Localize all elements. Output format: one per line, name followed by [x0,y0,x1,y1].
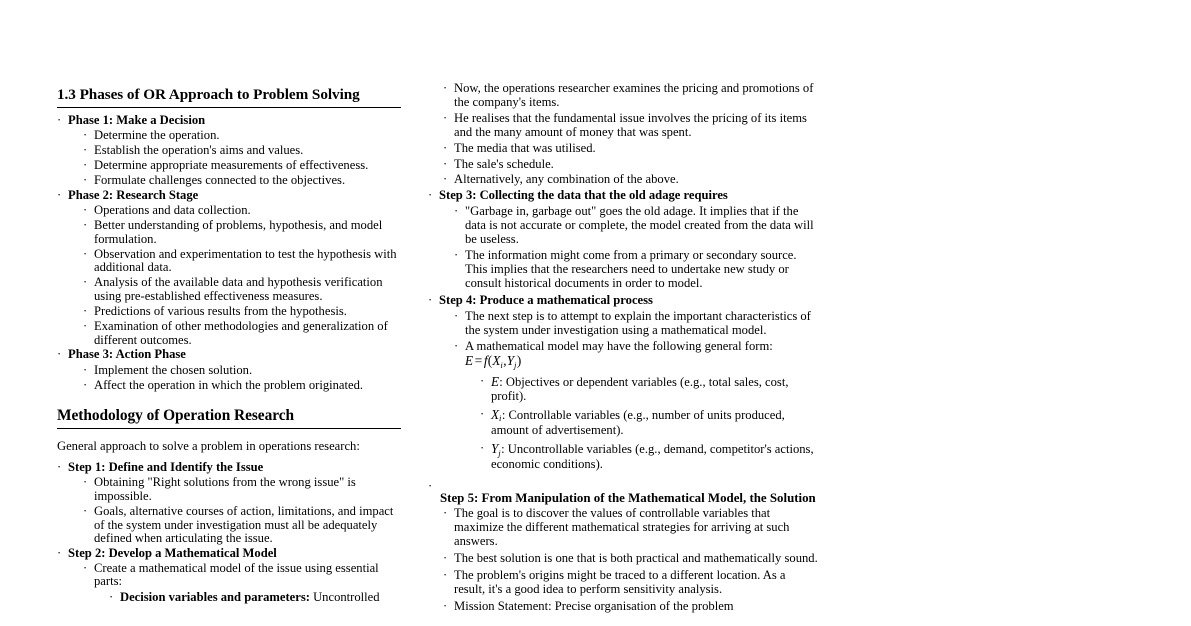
list-item-text: Operations and data collection. [94,203,251,217]
bullet-icon: · [83,203,88,217]
list-item [83,174,402,188]
definition-text: : Controllable variables (e.g., number of units produced, amount of advertisement). [491,408,785,437]
model-formula [465,353,521,368]
bullet-icon: · [443,110,448,125]
step-2-subsublist [94,591,402,605]
list-item-text: Obtaining "Right solutions from the wrong issue" is impossible. [94,475,356,503]
list-item-text: The information might come from a primary or secondary source. This implies that the researchers need to undertake new study or consult historical documents in order to model. [465,247,797,290]
bullet-icon: · [83,362,88,377]
bullet-icon: · [57,460,62,475]
list-item-text: Mission Statement: Precise organisation of the problem [454,598,734,613]
section-heading-methodology: Methodology of Operation Research [57,407,401,429]
symbol-y-sub: j [498,447,501,458]
step-2-sublist [68,562,402,605]
formula-func: f [483,353,488,369]
phases-list [57,114,402,392]
phase-1-label: Phase 1: Make a Decision [68,112,206,127]
list-item-step-5-orphan-bullet [428,479,818,494]
list-item-text: Goals, alternative courses of action, limitations, and impact of the system under investigation must all be adequately defined when articulating the issue. [94,503,394,546]
list-item [83,144,402,158]
formula-arg1: X [492,353,501,369]
list-item-text: Predictions of various results from the hypothesis. [94,304,347,319]
definition-text: : Uncontrollable variables (e.g., demand, competitor's actions, economic conditions). [491,442,814,472]
list-item [454,205,818,247]
bullet-icon: · [83,377,88,392]
left-column [57,86,402,605]
list-item-phase-2 [57,189,402,348]
step-4-label: Step 4: Produce a mathematical process [439,292,653,307]
section-heading-phases: 1.3 Phases of OR Approach to Problem Solving [57,86,401,108]
formula-operator: = [474,353,483,369]
list-item [454,249,818,291]
formula-arg2: Y [506,353,515,369]
bullet-icon: · [83,158,88,173]
list-item [83,159,402,173]
bullet-icon: · [443,140,448,155]
methodology-intro: General approach to solve a problem in operations research: [57,439,360,454]
symbol-y-base: Y [491,441,499,457]
list-item [443,82,818,110]
bullet-icon: · [109,589,114,604]
list-item-text: He realises that the fundamental issue involves the pricing of its items and the many amount of money that was spent. [454,110,807,139]
formula-definitions-list [465,375,818,472]
step-2-label: Step 2: Develop a Mathematical Model [68,545,277,560]
list-item-text: Determine appropriate measurements of effectiveness. [94,158,369,173]
bullet-icon: · [443,567,448,582]
list-item-text: Alternatively, any combination of the above. [454,172,679,187]
phase-2-label: Phase 2: Research Stage [68,187,199,202]
formula-open-paren: ( [487,353,493,369]
list-item-text: Better understanding of problems, hypothesis, and model formulation. [94,218,383,246]
step-3-label: Step 3: Collecting the data that the old adage requires [439,188,728,203]
bullet-icon: · [443,506,448,521]
list-item-definition-x [480,408,818,438]
list-item-text: Implement the chosen solution. [94,362,253,377]
definition-text: : Objectives or dependent variables (e.g., total sales, cost, profit). [491,374,789,403]
list-item-phase-1 [57,114,402,188]
phase-1-sublist [68,129,402,188]
bullet-icon: · [83,173,88,188]
list-item-text: The media that was utilised. [454,140,596,155]
list-item [443,600,818,614]
symbol-e: E [491,373,500,389]
phase-2-sublist [68,204,402,347]
bullet-icon: · [454,308,459,323]
bullet-icon: · [83,275,88,290]
list-item [83,248,402,275]
bullet-icon: · [454,247,459,262]
list-item-text: The problem's origins might be traced to a different location. As a result, it's a good idea to perform sensitivity analysis. [454,567,786,596]
bullet-icon: · [83,218,88,233]
list-item-step-1 [57,461,402,546]
list-item [443,569,818,597]
bullet-icon: · [443,598,448,613]
list-item [443,112,818,140]
decision-variables-text: Uncontrolled [309,589,380,604]
bullet-icon: · [83,128,88,143]
methodology-steps-list [57,461,402,604]
formula-comma: , [503,353,507,369]
symbol-x-sub: i [498,413,502,424]
list-item-phase-3 [57,348,402,392]
list-item-definition-y [480,442,818,472]
list-item [83,379,402,393]
bullet-icon: · [454,339,459,354]
phase-3-sublist [68,364,402,393]
list-item-text: Now, the operations researcher examines the pricing and promotions of the company's items. [454,81,814,109]
lead-items-list [428,82,818,187]
list-item-text: The best solution is one that is both practical and mathematically sound. [454,550,818,565]
bullet-icon: · [454,204,459,219]
list-item [83,276,402,303]
list-item-text: Formulate challenges connected to the objectives. [94,173,346,188]
step-1-sublist [68,476,402,545]
list-item-text: The goal is to discover the values of controllable variables that maximize the different mathematical strategies for arriving at such answers. [454,506,790,548]
list-item-text: Affect the operation in which the problem originated. [94,377,364,392]
bullet-icon: · [57,187,62,202]
formula-lhs: E [465,353,474,369]
bullet-icon: · [57,347,62,362]
right-lead-wrapper [428,82,818,187]
bullet-icon: · [480,373,485,388]
list-item-text: Establish the operation's aims and values. [94,143,304,158]
bullet-icon: · [83,560,88,575]
bullet-icon: · [83,475,88,490]
list-item-text: Create a mathematical model of the issue using essential parts: [94,560,379,589]
symbol-x [491,407,502,422]
bullet-icon: · [443,172,448,187]
bullet-icon: · [443,156,448,171]
list-item-step-2 [57,547,402,605]
bullet-icon: · [83,246,88,261]
right-column [428,80,818,614]
list-item-text: The next step is to attempt to explain the important characteristics of the system under investigation using a mathematical model. [465,308,811,337]
list-item-text: The sale's schedule. [454,156,554,171]
list-item [83,129,402,143]
list-item [109,591,402,605]
list-item [83,204,402,218]
symbol-y [491,441,501,456]
list-item-text: Examination of other methodologies and generalization of different outcomes. [94,319,388,347]
list-item-text: A mathematical model may have the following general form: [465,339,773,354]
list-item-step-4 [428,294,818,472]
list-item-formula [454,340,818,472]
step-4-sublist [439,310,818,473]
list-item [454,310,818,338]
bullet-icon: · [83,319,88,334]
list-item [83,364,402,378]
step-5-label: Step 5: From Manipulation of the Mathematical Model, the Solution [440,491,816,506]
list-item [83,505,402,546]
bullet-icon: · [57,112,62,127]
step-3-sublist [439,205,818,290]
phase-3-label: Phase 3: Action Phase [68,347,186,362]
list-item [443,173,818,187]
decision-variables-label: Decision variables and parameters: [120,589,310,604]
formula-arg1-sub: i [500,359,503,370]
bullet-icon: · [428,479,433,494]
list-item-text: Analysis of the available data and hypothesis verification using pre-established effectiveness measures. [94,275,383,304]
bullet-icon: · [480,407,485,422]
symbol-x-base: X [491,407,500,423]
list-item [443,142,818,156]
formula-arg2-sub: j [513,359,517,370]
step-5-sublist [428,507,818,613]
list-item-text: Determine the operation. [94,128,220,143]
right-lead-list [428,81,818,494]
bullet-icon: · [83,143,88,158]
bullet-icon: · [57,545,62,560]
bullet-icon: · [443,550,448,565]
list-item [83,562,402,605]
list-item [443,552,818,566]
bullet-icon: · [443,81,448,95]
list-item [443,158,818,172]
bullet-icon: · [83,503,88,518]
list-item-text: "Garbage in, garbage out" goes the old adage. It implies that if the data is not accurate or complete, the model created from the data will be useless. [465,204,814,247]
list-item [443,507,818,549]
list-item-definition-e [480,375,818,404]
bullet-icon: · [428,292,433,307]
bullet-icon: · [480,441,485,456]
list-item-step-3 [428,189,818,290]
bullet-icon: · [428,188,433,203]
list-item-text: Observation and experimentation to test the hypothesis with additional data. [94,246,397,275]
bullet-icon: · [83,304,88,319]
step-1-label: Step 1: Define and Identify the Issue [68,460,264,475]
list-item [83,476,402,503]
list-item [83,305,402,319]
list-item [83,320,402,347]
list-item [83,219,402,246]
formula-close-paren: ) [516,353,522,369]
